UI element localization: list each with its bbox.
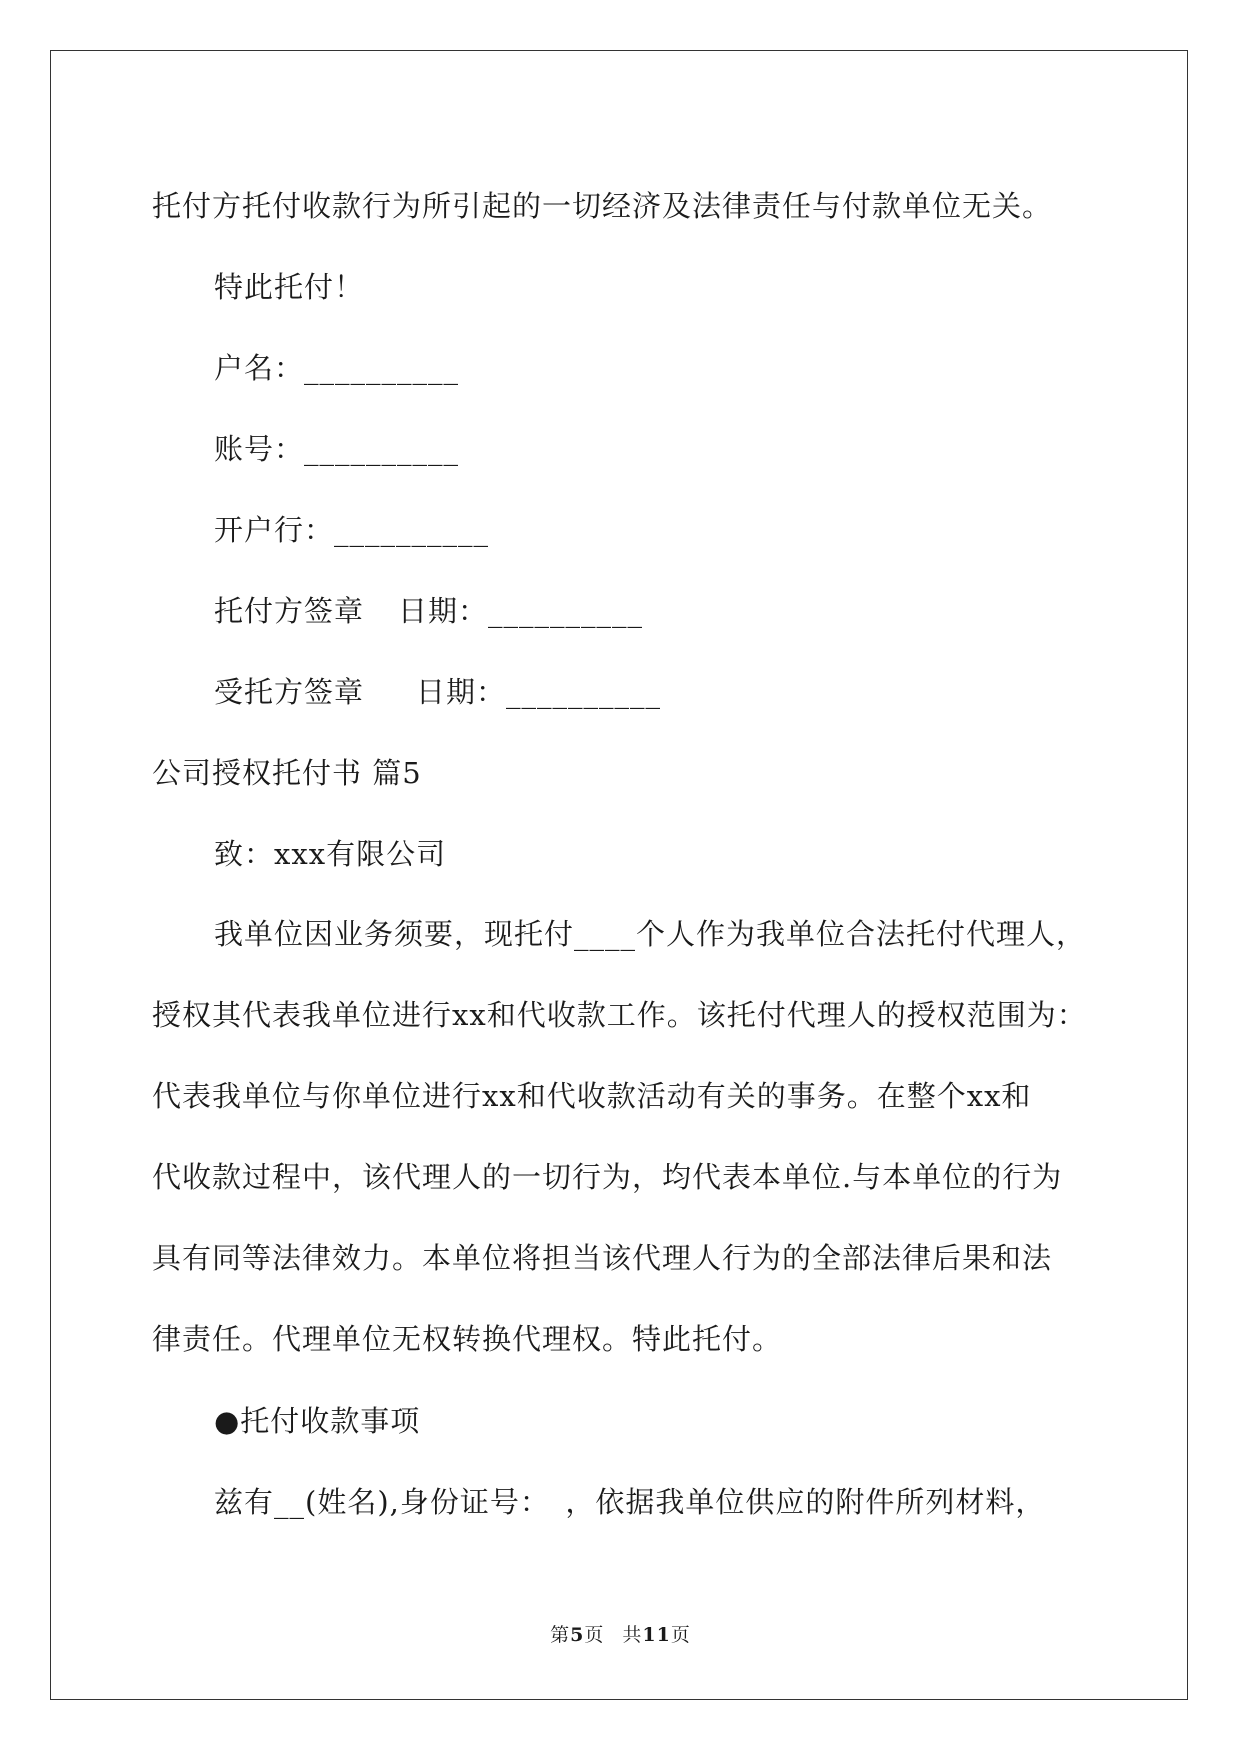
total-pages: 11: [642, 1624, 671, 1646]
field-label: 账号：: [214, 432, 305, 466]
text-line: 特此托付！: [214, 270, 365, 304]
text-line: 授权其代表我单位进行xx和代收款工作。该托付代理人的授权范围为：: [152, 998, 1087, 1032]
fill-in-blank: __________: [334, 513, 490, 547]
field-label: 户名：: [214, 351, 305, 385]
fill-in-blank: __________: [506, 675, 662, 709]
text-line: 托付方托付收款行为所引起的一切经济及法律责任与付款单位无关。: [152, 189, 1053, 223]
text-line: 律责任。代理单位无权转换代理权。特此托付。: [152, 1322, 783, 1356]
agent-signature-line: [152, 652, 1112, 733]
account-name-line: [152, 328, 1112, 409]
principal-signature-line: [152, 571, 1112, 652]
authorization-paragraph: [152, 895, 1112, 1381]
bank-line: [152, 490, 1112, 571]
date-label: 日期：: [398, 594, 489, 628]
field-label: 受托方签章: [214, 675, 365, 709]
field-label: 托付方签章: [214, 594, 365, 628]
fill-in-blank: __________: [304, 432, 460, 466]
text-line: 代收款过程中，该代理人的一切行为，均代表本单位.与本单位的行为: [152, 1160, 1063, 1194]
footer-page-unit: 页: [584, 1624, 605, 1646]
text-line: 我单位因业务须要，现托付____个人作为我单位合法托付代理人，: [214, 917, 1087, 951]
fill-in-blank: __________: [304, 351, 460, 385]
text-line: 代表我单位与你单位进行xx和代收款活动有关的事务。在整个xx和: [152, 1079, 1032, 1113]
field-label: 开户行：: [214, 513, 335, 547]
footer-total-unit: 页: [670, 1624, 691, 1646]
footer-total-prefix: 共: [622, 1624, 643, 1646]
addressee-line: 致：xxx有限公司: [214, 837, 447, 871]
footer-prefix: 第: [550, 1624, 571, 1646]
fill-in-blank: __________: [488, 594, 644, 628]
page-number: 5: [570, 1624, 585, 1646]
text-line: 具有同等法律效力。本单位将担当该代理人行为的全部法律后果和法: [152, 1241, 1053, 1275]
bullet-item: ●托付收款事项: [214, 1404, 421, 1438]
document-body: [152, 166, 1112, 1543]
section-heading: 公司授权托付书 篇5: [152, 756, 422, 790]
text-line: 兹有__(姓名),身份证号： ，依据我单位供应的附件所列材料，: [214, 1485, 1046, 1519]
page-footer: [0, 1620, 1241, 1647]
date-label: 日期：: [416, 675, 507, 709]
account-number-line: [152, 409, 1112, 490]
